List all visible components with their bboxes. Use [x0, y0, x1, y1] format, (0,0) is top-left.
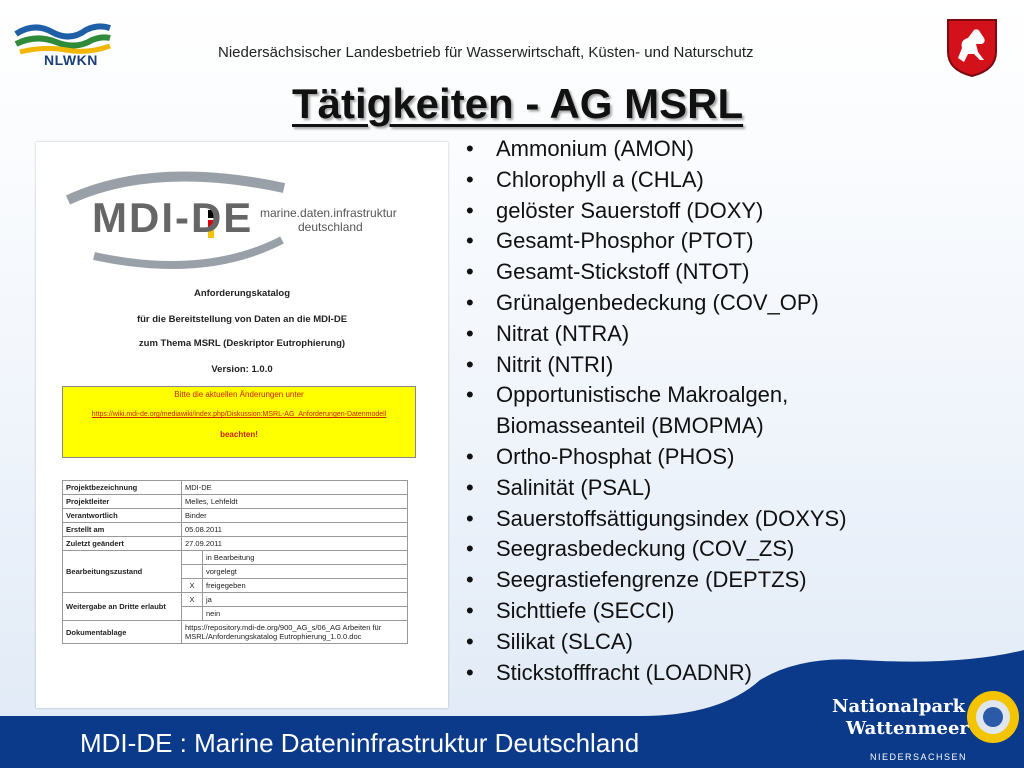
list-item: • Sauerstoffsättigungsindex (DOXYS): [466, 504, 847, 535]
table-value: Binder: [182, 509, 408, 523]
mdi-de-logo-sub2: deutschland: [298, 220, 363, 234]
mdi-de-logo-sub1: marine.daten.infrastruktur: [260, 206, 397, 220]
list-item: • Stickstofffracht (LOADNR): [466, 658, 847, 689]
table-value: MDI-DE: [182, 481, 408, 495]
table-label: Dokumentablage: [63, 621, 182, 644]
list-item: • Nitrit (NTRI): [466, 350, 847, 381]
list-item-line-1: Opportunistische Makroalgen,: [496, 382, 789, 408]
share-mark: X: [182, 593, 203, 607]
table-value: Melles, Lehfeldt: [182, 495, 408, 509]
wattenmeer-text: Wattenmeer: [846, 718, 969, 739]
parameter-list: [466, 134, 847, 688]
storage-line-2: MSRL/Anforderungskatalog Eutrophierung_1.0.0.doc: [185, 632, 362, 641]
table-value: in Bearbeitung: [203, 551, 408, 565]
table-label: Projektbezeichnung: [63, 481, 182, 495]
list-item: • Gesamt-Phosphor (PTOT): [466, 226, 847, 257]
notice-url-link[interactable]: https://wiki.mdi-de.org/mediawiki/index.php/Diskussion:MSRL-AG_Anforderungen-Datenmodell: [91, 411, 387, 418]
storage-line-1: https://repository.mdi-de.org/900_AG_s/06_AG Arbeiten für: [185, 623, 382, 632]
footer-text: MDI-DE : Marine Dateninfrastruktur Deutschland: [80, 728, 640, 758]
notice-line-1: Bitte die aktuellen Änderungen unter: [174, 390, 304, 399]
list-item: • Gesamt-Stickstoff (NTOT): [466, 257, 847, 288]
table-label: Bearbeitungszustand: [63, 551, 182, 593]
list-item: • Silikat (SLCA): [466, 627, 847, 658]
list-item: • Seegrasbedeckung (COV_ZS): [466, 534, 847, 565]
list-item: • Chlorophyll a (CHLA): [466, 165, 847, 196]
list-item-line-2: Biomasseanteil (BMOPMA): [496, 413, 764, 439]
list-item: • Nitrat (NTRA): [466, 319, 847, 350]
mdi-de-logo-name: MDI-DE: [92, 194, 254, 241]
doc-line-1: Anforderungskatalog: [193, 288, 291, 299]
table-value: ja: [203, 593, 408, 607]
list-item: • Ammonium (AMON): [466, 134, 847, 165]
update-notice-box: [62, 386, 416, 458]
table-label: Zuletzt geändert: [63, 537, 182, 551]
list-item: • Grünalgenbedeckung (COV_OP): [466, 288, 847, 319]
list-item: • Ortho-Phosphat (PHOS): [466, 442, 847, 473]
organization-name: Niedersächsischer Landesbetrieb für Wasserwirtschaft, Küsten- und Naturschutz: [218, 44, 754, 61]
page-title: Tätigkeiten - AG MSRL: [292, 80, 744, 127]
doc-line-3: zum Thema MSRL (Deskriptor Eutrophierung): [138, 338, 346, 349]
list-item: [466, 380, 847, 442]
table-label: Projektleiter: [63, 495, 182, 509]
list-item: • Salinität (PSAL): [466, 473, 847, 504]
table-value: freigegeben: [203, 579, 408, 593]
table-label: Verantwortlich: [63, 509, 182, 523]
list-item: • gelöster Sauerstoff (DOXY): [466, 196, 847, 227]
notice-line-3: beachten!: [220, 430, 258, 439]
niedersachsen-text: NIEDERSACHSEN: [870, 752, 968, 762]
table-label: Erstellt am: [63, 523, 182, 537]
table-value: nein: [203, 607, 408, 621]
project-meta-table: [62, 480, 408, 644]
status-mark: X: [182, 579, 203, 593]
table-label: Weitergabe an Dritte erlaubt: [63, 593, 182, 621]
nationalpark-text: Nationalpark: [832, 696, 966, 717]
table-value: 27.09.2011: [182, 537, 408, 551]
table-value: vorgelegt: [203, 565, 408, 579]
doc-line-4: Version: 1.0.0: [211, 364, 273, 375]
list-item: • Sichttiefe (SECCI): [466, 596, 847, 627]
nlwkn-logo-text: NLWKN: [44, 52, 98, 68]
list-item: • Seegrastiefengrenze (DEPTZS): [466, 565, 847, 596]
table-value: 05.08.2011: [182, 523, 408, 537]
lower-saxony-horse-crest-icon: [946, 18, 998, 78]
doc-line-2: für die Bereitstellung von Daten an die MDI-DE: [136, 314, 348, 325]
document-thumbnail: [36, 142, 448, 708]
nationalpark-logo-icon: [964, 688, 1022, 746]
